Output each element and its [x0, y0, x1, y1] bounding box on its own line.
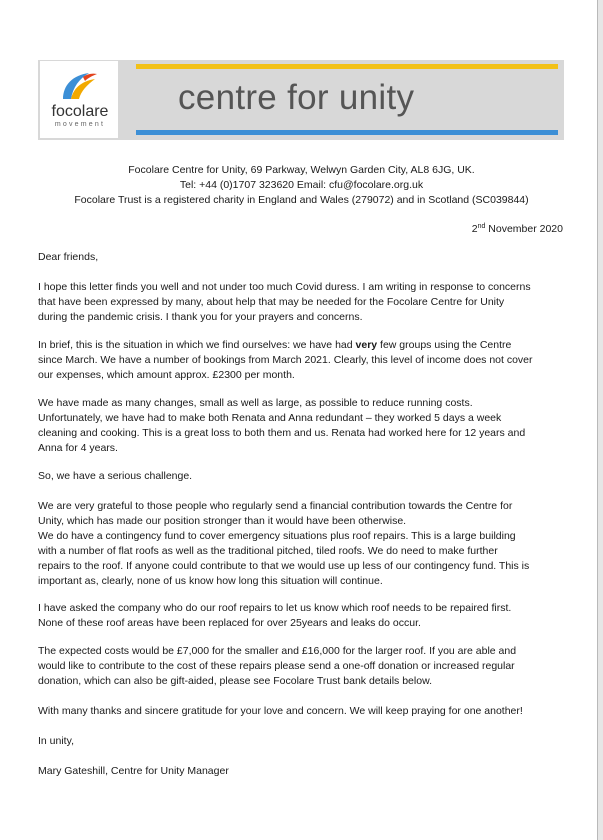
paragraph-5: We are very grateful to those people who regularly send a financial contribution towards the Centre for Unity, which has made our position stronger than it would have been otherwise. We do have a contingency fund to cover emergency situations plus roof repairs. This is a large building with a number of flat roofs as well as the traditional pitched, tiled roofs. We do need to make further repairs to the roof. If anyone could contribute to that we would use up less of our contingency fund. This is important as, clearly, none of us know how long this situation will continue.	[38, 500, 530, 587]
banner-title: centre for unity	[178, 78, 415, 117]
letter-date: 2nd November 2020	[471, 223, 563, 235]
focolare-swoosh-icon	[59, 69, 99, 103]
paragraph-1: I hope this letter finds you well and not under too much Covid duress. I am writing in response to concerns that have been expressed by many, about help that may be needed for the Focolare Centre for Unity during the pandemic crisis. I thank you for your prayers and concerns.	[38, 281, 531, 323]
yellow-stripe	[136, 64, 558, 69]
logo-subtitle: movement	[54, 121, 106, 128]
paragraph-3: We have made as many changes, small as well as large, as possible to reduce running costs. Unfortunately, we have had to make both Renata and Anna redundant – they worked 5 days a week cleaning and cooking. This is a great loss to both them and us. Renata had worked here for 12 years and Anna for 4 years.	[38, 397, 526, 454]
closing: In unity,	[38, 735, 74, 747]
address-line: Focolare Centre for Unity, 69 Parkway, Welwyn Garden City, AL8 6JG, UK.	[128, 164, 475, 176]
paragraph-8: With many thanks and sincere gratitude for your love and concern. We will keep praying for one another!	[38, 705, 523, 717]
logo-wordmark: focolare	[51, 103, 109, 120]
contact-line: Tel: +44 (0)1707 323620 Email: cfu@focolare.org.uk	[179, 179, 424, 191]
emphasis-very: very	[355, 339, 378, 351]
letterhead-banner	[38, 60, 564, 140]
charity-line: Focolare Trust is a registered charity in England and Wales (279072) and in Scotland (SC039844)	[74, 194, 529, 206]
paragraph-4: So, we have a serious challenge.	[38, 470, 193, 482]
paragraph-7: The expected costs would be £7,000 for the smaller and £16,000 for the larger roof. If you are able and would like to contribute to the cost of these repairs please send a one-off donation or increased regular donation, which can also be gift-aided, please see Focolare Trust bank details below.	[38, 645, 517, 687]
viewer-scrollbar-track[interactable]	[598, 0, 603, 840]
focolare-logo	[40, 61, 118, 138]
blue-stripe	[136, 130, 558, 135]
paragraph-6: I have asked the company who do our roof repairs to let us know which roof needs to be repaired first. None of these roof areas have been replaced for over 25years and leaks do occur.	[38, 602, 512, 629]
signature: Mary Gateshill, Centre for Unity Manager	[38, 765, 229, 777]
salutation: Dear friends,	[38, 251, 99, 263]
paragraph-2: In brief, this is the situation in which we find ourselves: we have had very few groups using the Centre since March. We have a number of bookings from March 2021. Clearly, this level of income does not cover our expenses, which amount approx. £2300 per month.	[38, 339, 533, 381]
